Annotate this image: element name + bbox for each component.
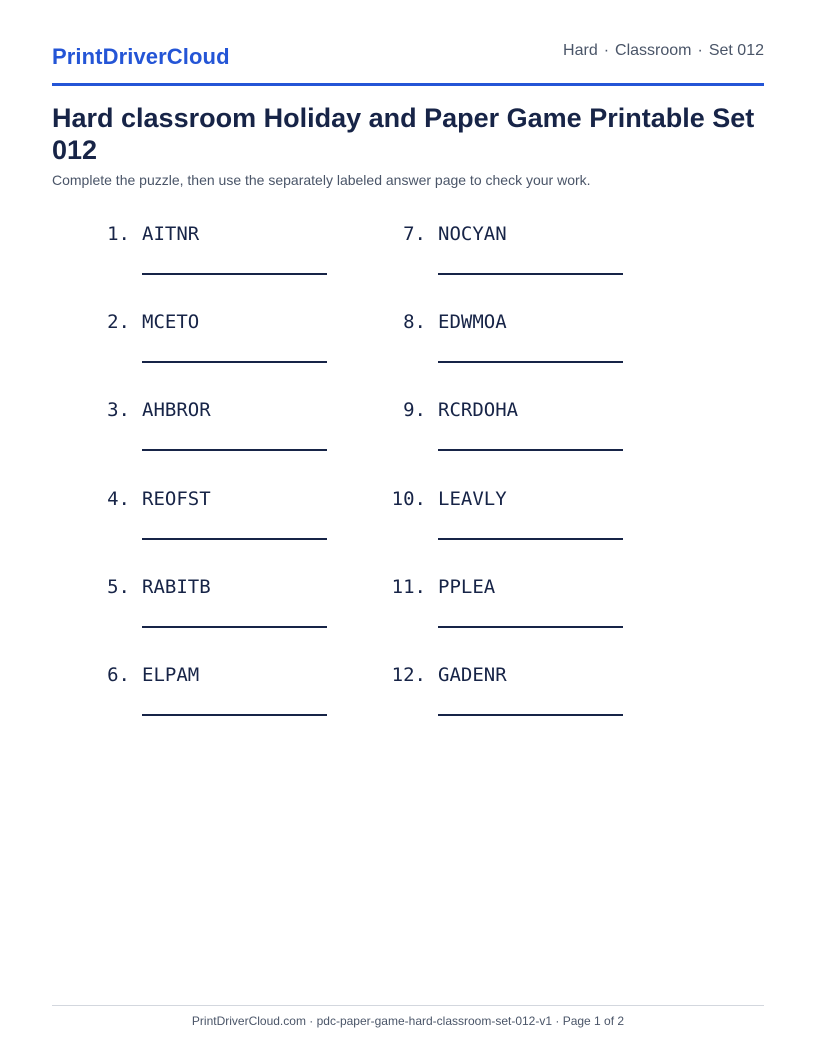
answer-blank-line[interactable] (438, 538, 623, 540)
answer-blank-line[interactable] (142, 714, 327, 716)
puzzle-number: 5. (107, 576, 130, 598)
brand-logo-text: PrintDriverCloud (52, 44, 230, 69)
scrambled-word: PPLEA (438, 576, 496, 598)
puzzle-number: 11. (391, 576, 426, 598)
scrambled-word: LEAVLY (438, 488, 507, 510)
page-footer: PrintDriverCloud.com · pdc-paper-game-hard-classroom-set-012-v1 · Page 1 of 2 (191, 1014, 625, 1028)
answer-blank-line[interactable] (142, 361, 327, 363)
scrambled-word: NOCYAN (438, 223, 507, 245)
puzzle-number: 6. (107, 664, 130, 686)
meta-separator: · (697, 42, 703, 59)
puzzle-number: 1. (107, 223, 130, 245)
category-label: Classroom (615, 42, 692, 59)
answer-blank-line[interactable] (142, 626, 327, 628)
answer-blank-line[interactable] (438, 449, 623, 451)
instructions-text: Complete the puzzle, then use the separately labeled answer page to check your work. (52, 172, 591, 188)
puzzle-number: 9. (403, 399, 426, 421)
puzzle-number: 12. (391, 664, 426, 686)
answer-blank-line[interactable] (438, 361, 623, 363)
answer-blank-line[interactable] (142, 273, 327, 275)
scrambled-word: ELPAM (142, 664, 200, 686)
scrambled-word: RCRDOHA (438, 399, 519, 421)
puzzle-number: 3. (107, 399, 130, 421)
answer-blank-line[interactable] (438, 626, 623, 628)
answer-blank-line[interactable] (438, 273, 623, 275)
puzzle-number: 8. (403, 311, 426, 333)
puzzle-number: 4. (107, 488, 130, 510)
puzzle-number: 7. (403, 223, 426, 245)
scrambled-word: AITNR (142, 223, 200, 245)
puzzle-number: 2. (107, 311, 130, 333)
answer-blank-line[interactable] (438, 714, 623, 716)
meta-separator: · (603, 42, 610, 59)
puzzle-number: 10. (391, 488, 426, 510)
page-header (52, 0, 764, 86)
difficulty-label: Hard (563, 42, 598, 59)
answer-blank-line[interactable] (142, 449, 327, 451)
header-meta (563, 42, 764, 60)
scrambled-word: GADENR (438, 664, 507, 686)
scrambled-word: AHBROR (142, 399, 211, 421)
scrambled-word: REOFST (142, 488, 211, 510)
page-title: Hard classroom Holiday and Paper Game Printable Set 012 (52, 103, 755, 165)
answer-blank-line[interactable] (142, 538, 327, 540)
scrambled-word: EDWMOA (438, 311, 507, 333)
scrambled-word: MCETO (142, 311, 200, 333)
footer-divider (52, 1005, 764, 1006)
scrambled-word: RABITB (142, 576, 211, 598)
set-label: Set 012 (708, 42, 764, 59)
